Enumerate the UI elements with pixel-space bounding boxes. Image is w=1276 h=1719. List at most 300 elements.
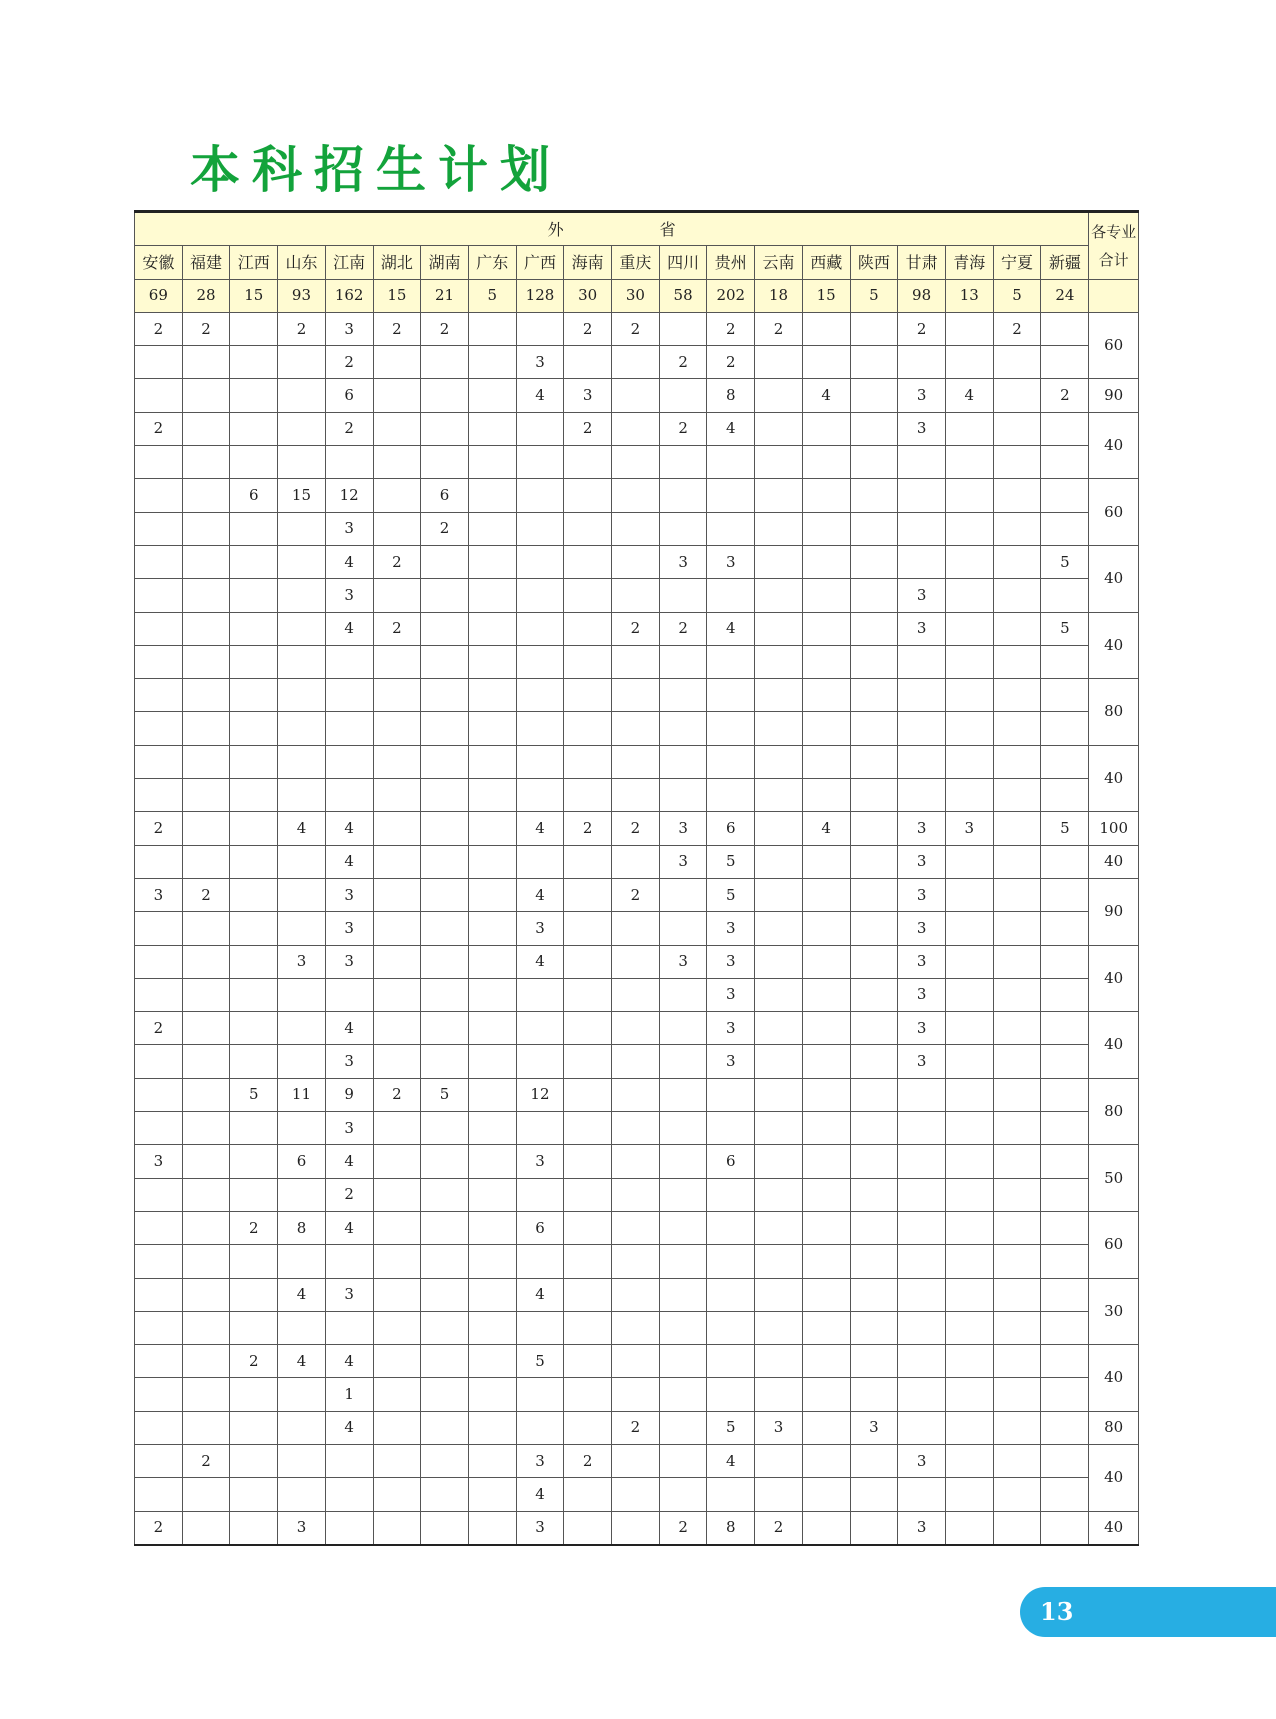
table-cell [373,745,421,778]
table-cell [945,1112,993,1145]
table-cell [564,512,612,545]
table-cell [373,1511,421,1545]
table-cell [564,1045,612,1078]
table-cell [325,1245,373,1278]
table-cell [182,446,230,479]
table-cell [421,1411,469,1444]
table-cell [945,645,993,678]
table-cell [850,945,898,978]
table-cell [1041,1211,1089,1244]
table-cell [802,978,850,1011]
table-cell [564,745,612,778]
table-cell [1041,945,1089,978]
table-cell: 6 [325,379,373,412]
major-total-cell: 40 [1089,545,1139,612]
table-cell: 2 [1041,379,1089,412]
table-cell [898,545,946,578]
table-cell [802,446,850,479]
province-header: 甘肃 [898,246,946,279]
table-cell: 11 [278,1078,326,1111]
table-cell [421,1245,469,1278]
table-cell [135,645,183,678]
table-cell [898,1178,946,1211]
table-cell [707,679,755,712]
table-cell [182,1411,230,1444]
table-cell: 4 [802,812,850,845]
table-cell [850,412,898,445]
major-total-cell: 60 [1089,312,1139,379]
table-cell [802,1211,850,1244]
table-cell [230,1278,278,1311]
table-cell [755,545,803,578]
table-cell: 3 [898,878,946,911]
table-cell [135,779,183,812]
table-cell [945,1511,993,1545]
table-cell [707,1478,755,1511]
table-cell [707,1078,755,1111]
table-cell [659,1045,707,1078]
table-cell: 3 [898,579,946,612]
table-cell [707,1178,755,1211]
table-cell [659,1245,707,1278]
table-cell [278,1178,326,1211]
table-cell: 6 [516,1211,564,1244]
table-cell [755,1178,803,1211]
table-cell [278,1311,326,1344]
table-cell [468,612,516,645]
table-cell [850,679,898,712]
table-cell [373,812,421,845]
province-header: 福建 [182,246,230,279]
table-cell: 3 [516,912,564,945]
table-cell [182,1012,230,1045]
table-cell: 2 [182,312,230,345]
table-cell [850,446,898,479]
table-cell [516,845,564,878]
table-cell [278,912,326,945]
major-total-cell: 40 [1089,1012,1139,1079]
table-cell [135,745,183,778]
table-cell [898,779,946,812]
table-cell: 3 [278,945,326,978]
table-cell [182,712,230,745]
table-cell [421,1378,469,1411]
table-cell [421,878,469,911]
table-cell [1041,845,1089,878]
table-cell [612,1278,660,1311]
table-cell [659,1145,707,1178]
table-cell [516,1178,564,1211]
table-cell [802,912,850,945]
table-cell: 4 [707,1444,755,1477]
table-row [135,645,1139,678]
table-cell [421,812,469,845]
province-total-cell: 5 [850,279,898,312]
table-cell [182,978,230,1011]
table-cell [755,679,803,712]
table-cell [230,512,278,545]
province-total-cell: 128 [516,279,564,312]
table-cell [659,1078,707,1111]
table-cell [612,1012,660,1045]
table-cell [755,1112,803,1145]
table-cell [278,745,326,778]
table-cell [993,1045,1041,1078]
table-cell [230,579,278,612]
table-cell: 3 [898,978,946,1011]
province-total-cell: 15 [802,279,850,312]
table-cell [659,712,707,745]
table-cell: 2 [564,1444,612,1477]
table-cell [278,545,326,578]
table-cell [755,1145,803,1178]
table-cell [564,1345,612,1378]
table-cell [850,645,898,678]
table-cell [421,1178,469,1211]
table-cell [802,779,850,812]
major-total-cell: 80 [1089,679,1139,746]
table-cell [659,512,707,545]
table-cell [278,1012,326,1045]
table-cell [850,1045,898,1078]
table-cell [898,1078,946,1111]
table-cell [755,1211,803,1244]
table-cell: 3 [707,912,755,945]
table-cell [516,1012,564,1045]
table-cell [755,1478,803,1511]
table-cell [564,645,612,678]
table-cell: 3 [659,545,707,578]
table-cell [468,346,516,379]
table-cell [325,1444,373,1477]
table-cell [230,1178,278,1211]
table-cell [135,978,183,1011]
table-cell [802,1045,850,1078]
table-cell [373,412,421,445]
table-cell: 3 [659,812,707,845]
table-cell [659,779,707,812]
table-cell [659,1345,707,1378]
table-cell [945,1378,993,1411]
table-cell [659,878,707,911]
table-cell [468,1178,516,1211]
table-cell [612,1045,660,1078]
table-cell [564,545,612,578]
table-cell: 3 [659,945,707,978]
table-cell [468,545,516,578]
table-cell [468,1511,516,1545]
table-cell [802,745,850,778]
table-cell: 3 [135,1145,183,1178]
table-cell [993,945,1041,978]
table-cell [945,1278,993,1311]
table-cell [993,512,1041,545]
table-row [135,1345,1139,1378]
table-cell [135,1478,183,1511]
table-cell: 2 [230,1345,278,1378]
table-cell [850,779,898,812]
table-cell [802,1411,850,1444]
table-cell [421,1112,469,1145]
table-row [135,812,1139,845]
province-total-cell: 5 [993,279,1041,312]
table-cell [278,1478,326,1511]
major-total-cell: 40 [1089,1345,1139,1412]
table-cell [325,1478,373,1511]
table-cell [278,779,326,812]
major-total-cell: 40 [1089,945,1139,1012]
table-cell [945,845,993,878]
table-cell: 2 [612,878,660,911]
table-cell [468,1378,516,1411]
table-cell [564,1211,612,1244]
table-cell [898,1311,946,1344]
table-cell [421,1145,469,1178]
table-cell [612,779,660,812]
table-cell [373,1478,421,1511]
province-total-cell: 93 [278,279,326,312]
table-cell [564,1511,612,1545]
table-cell [1041,1145,1089,1178]
table-cell [516,446,564,479]
table-cell: 3 [516,1145,564,1178]
table-cell [468,1211,516,1244]
table-cell [278,579,326,612]
table-cell: 15 [278,479,326,512]
table-cell [182,1078,230,1111]
table-cell [612,1112,660,1145]
group-header-outer-provinces: 外 省 [135,212,1089,246]
province-header: 青海 [945,246,993,279]
table-cell [373,679,421,712]
table-cell [755,878,803,911]
table-row [135,912,1139,945]
table-cell [135,712,183,745]
table-cell: 8 [707,379,755,412]
table-cell: 4 [516,812,564,845]
table-cell [516,779,564,812]
table-row [135,1178,1139,1211]
table-cell: 2 [182,1444,230,1477]
table-cell [802,479,850,512]
table-cell [468,1311,516,1344]
table-cell [230,779,278,812]
table-cell [993,1112,1041,1145]
table-cell [421,346,469,379]
table-cell [1041,1311,1089,1344]
table-cell [468,745,516,778]
table-cell [135,612,183,645]
table-cell [373,1245,421,1278]
table-cell [135,1444,183,1477]
table-row [135,1078,1139,1111]
table-cell [516,978,564,1011]
table-cell [993,812,1041,845]
table-cell [468,1278,516,1311]
table-cell [373,1012,421,1045]
table-row [135,312,1139,345]
table-cell [230,745,278,778]
table-cell [802,346,850,379]
table-cell [850,1511,898,1545]
table-cell [612,479,660,512]
province-total-cell: 98 [898,279,946,312]
table-row [135,1411,1139,1444]
table-cell [945,1078,993,1111]
table-cell [564,945,612,978]
table-cell: 5 [707,1411,755,1444]
table-cell [468,812,516,845]
table-cell [659,446,707,479]
table-cell [802,1478,850,1511]
table-cell: 4 [278,1278,326,1311]
table-cell [182,512,230,545]
table-cell [468,878,516,911]
table-cell: 2 [707,346,755,379]
table-cell [325,712,373,745]
table-cell [850,479,898,512]
table-cell [850,1112,898,1145]
table-cell [516,1245,564,1278]
table-cell [612,346,660,379]
table-cell: 3 [755,1411,803,1444]
table-cell [945,912,993,945]
table-cell [421,912,469,945]
table-cell [135,679,183,712]
table-cell [182,612,230,645]
province-header-row [135,246,1139,279]
table-cell [993,446,1041,479]
table-cell [1041,1012,1089,1045]
province-header: 山东 [278,246,326,279]
table-cell [230,978,278,1011]
table-cell [325,1511,373,1545]
table-row [135,1112,1139,1145]
table-cell [898,512,946,545]
table-cell [898,1211,946,1244]
table-cell [421,1345,469,1378]
table-cell [850,878,898,911]
table-cell [993,1311,1041,1344]
table-cell [707,1278,755,1311]
table-cell [659,1012,707,1045]
table-cell [993,579,1041,612]
table-cell: 4 [325,545,373,578]
table-cell [707,1378,755,1411]
table-cell: 3 [325,945,373,978]
table-cell [1041,479,1089,512]
table-cell: 3 [516,1511,564,1545]
table-cell [1041,779,1089,812]
table-cell: 3 [325,878,373,911]
table-cell: 3 [325,1112,373,1145]
table-cell [945,1444,993,1477]
table-cell [755,1245,803,1278]
table-cell [421,679,469,712]
table-cell [802,645,850,678]
table-cell: 3 [898,1012,946,1045]
province-header: 四川 [659,246,707,279]
table-cell [373,712,421,745]
table-cell [993,745,1041,778]
table-cell [468,945,516,978]
table-cell [945,1311,993,1344]
table-row [135,379,1139,412]
table-cell [612,1378,660,1411]
table-cell [850,512,898,545]
table-cell: 6 [421,479,469,512]
table-cell [421,645,469,678]
table-cell [135,1211,183,1244]
table-cell [755,978,803,1011]
table-cell [468,412,516,445]
table-cell [278,412,326,445]
table-row [135,1211,1139,1244]
table-cell [945,479,993,512]
table-cell [516,545,564,578]
table-cell: 2 [421,312,469,345]
table-cell [898,346,946,379]
table-cell [230,446,278,479]
table-cell [564,1311,612,1344]
table-cell [468,1145,516,1178]
table-cell [468,679,516,712]
table-cell [945,1178,993,1211]
table-cell [421,1211,469,1244]
table-cell [755,945,803,978]
table-cell [421,1278,469,1311]
table-cell [945,1345,993,1378]
table-cell [182,346,230,379]
table-cell [755,579,803,612]
table-cell [802,579,850,612]
table-cell [802,612,850,645]
table-cell [182,945,230,978]
table-cell: 2 [659,346,707,379]
table-cell [993,779,1041,812]
table-cell: 3 [707,545,755,578]
table-cell [1041,912,1089,945]
table-cell [1041,1045,1089,1078]
table-cell [945,745,993,778]
table-cell [421,1478,469,1511]
table-cell [993,1078,1041,1111]
province-header: 湖北 [373,246,421,279]
table-cell: 3 [135,878,183,911]
province-header: 重庆 [612,246,660,279]
province-total-cell: 69 [135,279,183,312]
table-cell [659,479,707,512]
table-cell: 4 [325,812,373,845]
table-cell: 2 [182,878,230,911]
table-cell [850,1311,898,1344]
table-cell [278,978,326,1011]
table-cell [945,779,993,812]
table-cell [612,1345,660,1378]
table-cell [1041,1178,1089,1211]
table-cell [707,1211,755,1244]
table-cell: 5 [230,1078,278,1111]
table-cell [278,1378,326,1411]
table-cell [945,712,993,745]
table-row [135,579,1139,612]
table-cell [945,1211,993,1244]
table-cell: 3 [898,379,946,412]
table-cell [373,779,421,812]
table-cell [516,1311,564,1344]
table-cell: 8 [278,1211,326,1244]
table-cell [659,312,707,345]
